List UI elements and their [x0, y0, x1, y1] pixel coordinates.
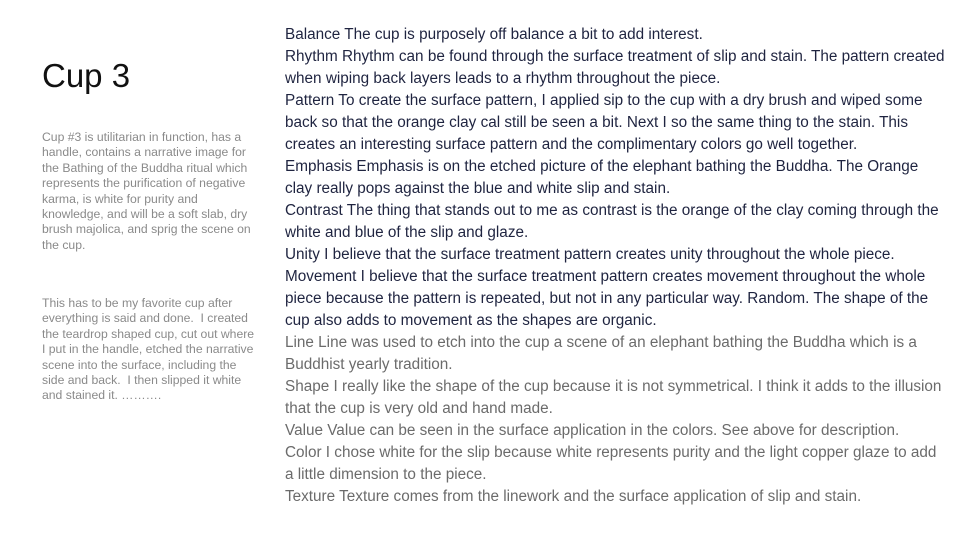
principle-pattern: Pattern To create the surface pattern, I applied sip to the cup with a dry brush and wiped some back so that the orange clay cal still be seen a bit. Next I so the same thing to the stain. This creates an interesting surface pattern and the complimentary colors go well together. [285, 92, 923, 153]
cup-description: Cup #3 is utilitarian in function, has a handle, contains a narrative image for the Bathing of the Buddha ritual which represents the purification of negative karma, is white for purity and knowledge, and will be a soft slab, dry brush majolica, and sprig the scene on the cup. [42, 130, 255, 252]
principle-emphasis: Emphasis Emphasis is on the etched picture of the elephant bathing the Buddha. The Orange clay really pops against the blue and white slip and stain. [285, 158, 919, 197]
principle-rhythm: Rhythm Rhythm can be found through the surface treatment of slip and stain. The pattern created when wiping back layers leads to a rhythm throughout the piece. [285, 48, 945, 87]
principle-balance: Balance The cup is purposely off balance a bit to add interest. [285, 26, 703, 43]
slide-title: Cup 3 [42, 57, 131, 94]
principles-and-elements [285, 24, 945, 508]
element-texture: Texture Texture comes from the linework and the surface application of slip and stain. [285, 488, 862, 505]
principle-movement: Movement I believe that the surface treatment pattern creates movement throughout the whole piece because the pattern is repeated, but not in any particular way. Random. The shape of the cup also adds to movement as the shapes are organic. [285, 268, 929, 329]
cup-reflection: This has to be my favorite cup after everything is said and done. I created the teardrop shaped cup, cut out where I put in the handle, etched the narrative scene into the surface, including the side and back. I then slipped it white and stained it. ………. [42, 296, 258, 403]
principle-unity: Unity I believe that the surface treatment pattern creates unity throughout the whole piece. [285, 246, 895, 263]
element-color: Color I chose white for the slip because white represents purity and the light copper glaze to add a little dimension to the piece. [285, 444, 937, 483]
element-value: Value Value can be seen in the surface application in the colors. See above for description. [285, 422, 900, 439]
element-shape: Shape I really like the shape of the cup because it is not symmetrical. I think it adds to the illusion that the cup is very old and hand made. [285, 378, 942, 417]
element-line: Line Line was used to etch into the cup a scene of an elephant bathing the Buddha which is a Buddhist yearly tradition. [285, 334, 917, 373]
principle-contrast: Contrast The thing that stands out to me as contrast is the orange of the clay coming through the white and blue of the slip and glaze. [285, 202, 939, 241]
